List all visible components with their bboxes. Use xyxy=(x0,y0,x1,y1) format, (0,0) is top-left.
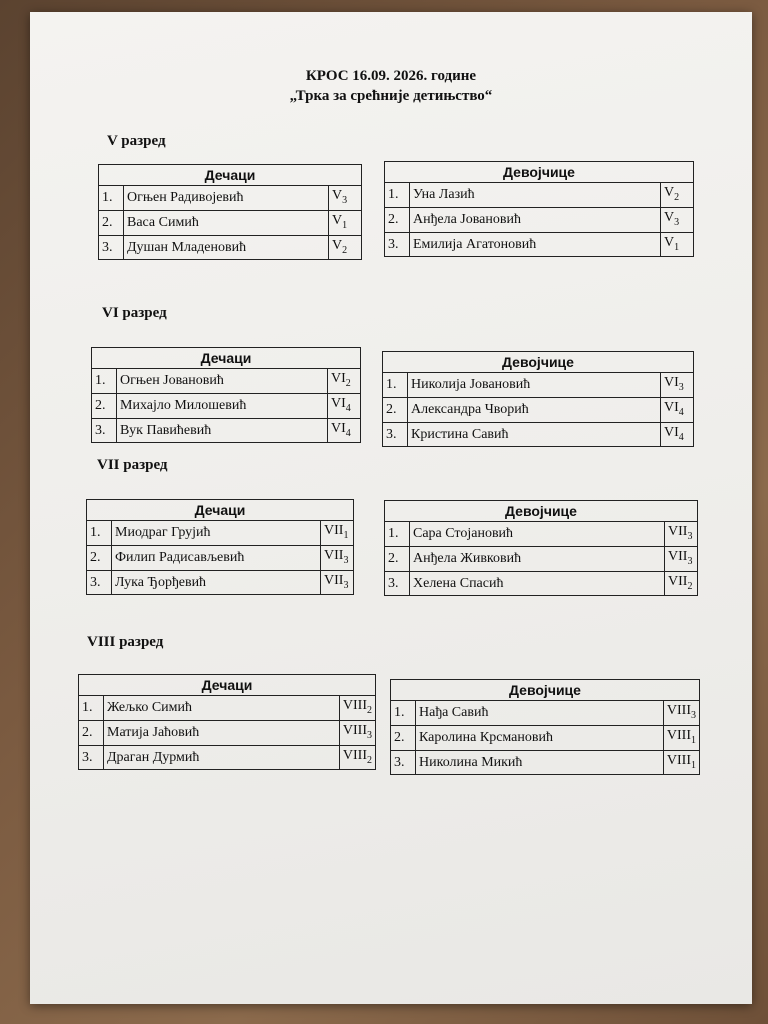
grade-heading: V разред xyxy=(107,133,166,149)
class-grade: VII xyxy=(668,524,688,539)
class-section: 2 xyxy=(687,580,693,592)
class-grade: VII xyxy=(324,523,344,538)
class-section: 1 xyxy=(674,241,680,253)
place-cell: 2. xyxy=(92,393,117,418)
place-cell: 3. xyxy=(92,418,117,443)
class-section: 4 xyxy=(678,431,684,443)
table-title: Дечаци xyxy=(92,348,361,369)
student-name-cell: Миодраг Грујић xyxy=(112,521,321,546)
class-grade: VI xyxy=(331,371,346,386)
class-cell xyxy=(663,701,699,726)
place-cell: 2. xyxy=(87,545,112,570)
table-title: Дечаци xyxy=(99,165,362,186)
class-grade: VI xyxy=(664,424,679,440)
class-grade: V xyxy=(332,237,343,253)
student-name-cell: Каролина Крсмановић xyxy=(416,725,664,750)
class-cell xyxy=(661,207,694,232)
student-name-cell: Николина Микић xyxy=(416,750,664,775)
class-section: 2 xyxy=(674,191,680,203)
class-cell xyxy=(661,397,694,422)
boys-results-table xyxy=(98,164,362,260)
table-row xyxy=(383,397,694,422)
class-grade: VI xyxy=(664,375,679,390)
place-cell: 1. xyxy=(385,183,410,208)
student-name-cell: Огњен Радивојевић xyxy=(124,186,329,211)
class-grade: VIII xyxy=(342,722,367,738)
student-name-cell: Анђела Живковић xyxy=(410,546,665,571)
table-row xyxy=(87,521,354,546)
table-row xyxy=(92,418,361,443)
table-row xyxy=(391,750,700,775)
class-section: 1 xyxy=(343,529,349,541)
student-name-cell: Николија Јовановић xyxy=(408,373,661,398)
girls-results-table xyxy=(382,351,694,447)
class-section: 3 xyxy=(678,381,684,393)
table-row xyxy=(383,422,694,447)
table-header-row xyxy=(79,675,376,696)
class-section: 3 xyxy=(342,194,348,206)
class-grade: V xyxy=(664,185,675,200)
student-name-cell: Жељко Симић xyxy=(104,696,340,721)
class-grade: VIII xyxy=(342,747,367,763)
class-section: 2 xyxy=(367,754,372,766)
place-cell: 3. xyxy=(385,571,410,596)
class-cell xyxy=(339,745,375,770)
place-cell: 1. xyxy=(385,522,410,547)
class-grade: V xyxy=(332,188,343,203)
place-cell: 1. xyxy=(383,373,408,398)
class-cell xyxy=(661,232,694,257)
class-grade: VI xyxy=(331,395,346,411)
student-name-cell: Драган Дурмић xyxy=(104,745,340,770)
table-title: Девојчице xyxy=(391,680,700,701)
class-cell xyxy=(321,521,354,546)
class-section: 1 xyxy=(691,734,696,746)
table-row xyxy=(87,545,354,570)
place-cell: 3. xyxy=(79,745,104,770)
class-section: 3 xyxy=(687,530,693,542)
class-section: 4 xyxy=(678,406,684,418)
table-row xyxy=(385,232,694,257)
table-row xyxy=(79,696,376,721)
class-grade: VIII xyxy=(342,698,367,713)
class-grade: VII xyxy=(324,572,344,588)
paper-sheet xyxy=(30,12,752,1004)
class-section: 3 xyxy=(343,554,349,566)
class-section: 1 xyxy=(342,219,348,231)
table-header-row xyxy=(99,165,362,186)
table-row xyxy=(79,720,376,745)
table-title: Дечаци xyxy=(79,675,376,696)
student-name-cell: Уна Лазић xyxy=(410,183,661,208)
class-cell xyxy=(665,571,698,596)
class-cell xyxy=(665,522,698,547)
class-cell xyxy=(321,570,354,595)
document-subtitle: „Трка за срећније детињство“ xyxy=(289,88,493,104)
class-section: 1 xyxy=(691,759,696,771)
table-header-row xyxy=(385,501,698,522)
table-title: Девојчице xyxy=(383,352,694,373)
class-cell xyxy=(328,369,361,394)
table-header-row xyxy=(92,348,361,369)
girls-results-table xyxy=(390,679,700,775)
class-section: 4 xyxy=(345,402,351,414)
class-cell xyxy=(663,725,699,750)
class-grade: VI xyxy=(664,399,679,415)
student-name-cell: Нађа Савић xyxy=(416,701,664,726)
table-row xyxy=(385,546,698,571)
table-row xyxy=(383,373,694,398)
boys-results-table xyxy=(86,499,354,595)
place-cell: 1. xyxy=(92,369,117,394)
class-grade: V xyxy=(664,234,675,250)
class-grade: V xyxy=(332,212,343,228)
table-row xyxy=(92,393,361,418)
class-cell xyxy=(661,373,694,398)
place-cell: 2. xyxy=(99,210,124,235)
table-row xyxy=(385,183,694,208)
class-cell xyxy=(329,186,362,211)
girls-results-table xyxy=(384,161,694,257)
place-cell: 2. xyxy=(391,725,416,750)
place-cell: 3. xyxy=(87,570,112,595)
class-section: 3 xyxy=(367,729,372,741)
place-cell: 1. xyxy=(391,701,416,726)
student-name-cell: Сара Стојановић xyxy=(410,522,665,547)
class-section: 3 xyxy=(343,579,349,591)
student-name-cell: Вук Павићевић xyxy=(117,418,328,443)
grade-heading: VII разред xyxy=(97,457,168,473)
table-row xyxy=(391,725,700,750)
table-header-row xyxy=(383,352,694,373)
place-cell: 2. xyxy=(385,546,410,571)
place-cell: 1. xyxy=(79,696,104,721)
table-header-row xyxy=(385,162,694,183)
student-name-cell: Кристина Савић xyxy=(408,422,661,447)
student-name-cell: Огњен Јовановић xyxy=(117,369,328,394)
class-cell xyxy=(661,183,694,208)
class-cell xyxy=(339,720,375,745)
class-grade: VIII xyxy=(666,752,691,768)
class-section: 2 xyxy=(345,377,351,389)
student-name-cell: Хелена Спасић xyxy=(410,571,665,596)
grade-heading: VI разред xyxy=(102,305,167,321)
table-title: Девојчице xyxy=(385,162,694,183)
table-row xyxy=(99,210,362,235)
class-grade: VII xyxy=(324,547,344,563)
student-name-cell: Михајло Милошевић xyxy=(117,393,328,418)
class-cell xyxy=(328,393,361,418)
class-cell xyxy=(665,546,698,571)
class-section: 3 xyxy=(687,555,693,567)
class-cell xyxy=(329,210,362,235)
class-section: 4 xyxy=(345,427,351,439)
class-section: 2 xyxy=(367,704,372,716)
place-cell: 2. xyxy=(79,720,104,745)
table-row xyxy=(385,522,698,547)
place-cell: 3. xyxy=(385,232,410,257)
class-cell xyxy=(661,422,694,447)
place-cell: 2. xyxy=(385,207,410,232)
table-row xyxy=(385,207,694,232)
student-name-cell: Душан Младеновић xyxy=(124,235,329,260)
class-cell xyxy=(663,750,699,775)
student-name-cell: Филип Радисављевић xyxy=(112,545,321,570)
grade-heading: VIII разред xyxy=(87,634,164,650)
class-cell xyxy=(329,235,362,260)
girls-results-table xyxy=(384,500,698,596)
class-grade: VII xyxy=(668,548,688,564)
student-name-cell: Матија Јаћовић xyxy=(104,720,340,745)
student-name-cell: Лука Ђорђевић xyxy=(112,570,321,595)
class-grade: VIII xyxy=(666,703,691,718)
boys-results-table xyxy=(78,674,376,770)
class-grade: VII xyxy=(668,573,688,589)
student-name-cell: Александра Чворић xyxy=(408,397,661,422)
class-grade: VI xyxy=(331,420,346,436)
table-row xyxy=(92,369,361,394)
table-header-row xyxy=(87,500,354,521)
table-row xyxy=(87,570,354,595)
place-cell: 1. xyxy=(87,521,112,546)
place-cell: 2. xyxy=(383,397,408,422)
class-section: 3 xyxy=(691,709,696,721)
table-row xyxy=(79,745,376,770)
table-row xyxy=(391,701,700,726)
boys-results-table xyxy=(91,347,361,443)
class-cell xyxy=(321,545,354,570)
class-grade: V xyxy=(664,209,675,225)
table-row xyxy=(99,186,362,211)
place-cell: 3. xyxy=(383,422,408,447)
document-title: КРОС 16.09. 2026. године xyxy=(305,68,477,84)
class-section: 3 xyxy=(674,216,680,228)
class-section: 2 xyxy=(342,244,348,256)
student-name-cell: Васа Симић xyxy=(124,210,329,235)
table-title: Девојчице xyxy=(385,501,698,522)
student-name-cell: Анђела Јовановић xyxy=(410,207,661,232)
table-row xyxy=(385,571,698,596)
student-name-cell: Емилија Агатоновић xyxy=(410,232,661,257)
table-row xyxy=(99,235,362,260)
class-grade: VIII xyxy=(666,727,691,743)
table-header-row xyxy=(391,680,700,701)
place-cell: 3. xyxy=(99,235,124,260)
class-cell xyxy=(339,696,375,721)
table-title: Дечаци xyxy=(87,500,354,521)
place-cell: 3. xyxy=(391,750,416,775)
class-cell xyxy=(328,418,361,443)
place-cell: 1. xyxy=(99,186,124,211)
